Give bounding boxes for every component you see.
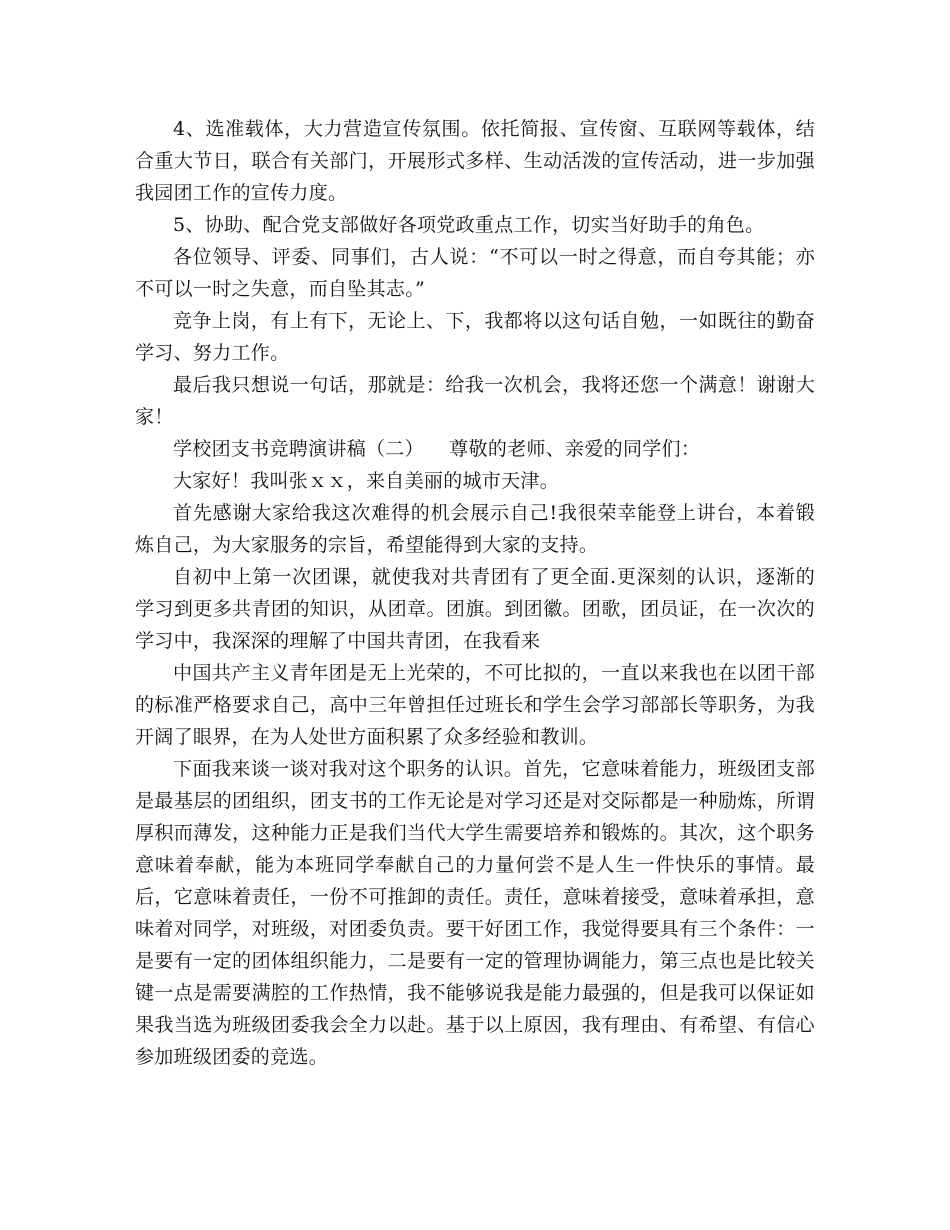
paragraph: 下面我来谈一谈对我对这个职务的认识。首先，它意味着能力，班级团支部是最基层的团组织，团支书的工作无论是对学习还是对交际都是一种励炼，所谓厚积而薄发，这种能力正是我们当代大学生需要培养和锻炼的。其次，这个职务意味着奉献，能为本班同学奉献自己的力量何尝不是人生一件快乐的事情。最后，它意味着责任，一份不可推卸的责任。责任，意味着接受，意味着承担，意味着对同学，对班级，对团委负责。要干好团工作，我觉得要具有三个条件：一是要有一定的团体组织能力，二是要有一定的管理协调能力，第三点也是比较关键一点是需要满腔的工作热情，我不能够说我是能力最强的，但是我可以保证如果我当选为班级团委我会全力以赴。基于以上原因，我有理由、有希望、有信心参加班级团委的竞选。 xyxy=(135,758,815,1068)
section-heading: 学校团支书竞聘演讲稿（二） 尊敬的老师、亲爱的同学们： xyxy=(173,438,701,460)
paragraph: 各位领导、评委、同事们，古人说：“不可以一时之得意，而自夸其能；亦不可以一时之失意，而自坠其志。” xyxy=(135,246,815,300)
paragraph: 首先感谢大家给我这次难得的机会展示自己!我很荣幸能登上讲台，本着锻炼自己，为大家服务的宗旨，希望能得到大家的支持。 xyxy=(135,502,815,556)
paragraph: 竞争上岗，有上有下，无论上、下，我都将以这句话自勉，一如既往的勤奋学习、努力工作。 xyxy=(135,310,815,364)
paragraph: 大家好！我叫张ｘｘ，来自美丽的城市天津。 xyxy=(173,470,560,492)
paragraph: 4、选准载体，大力营造宣传氛围。依托简报、宣传窗、互联网等载体，结合重大节日，联合有关部门，开展形式多样、生动活泼的宣传活动，进一步加强我园团工作的宣传力度。 xyxy=(135,118,815,204)
paragraph: 中国共产主义青年团是无上光荣的，不可比拟的，一直以来我也在以团干部的标准严格要求自己，高中三年曾担任过班长和学生会学习部部长等职务，为我开阔了眼界，在为人处世方面积累了众多经验和教训。 xyxy=(135,662,815,748)
paragraph: 最后我只想说一句话，那就是：给我一次机会，我将还您一个满意！谢谢大家！ xyxy=(135,374,815,428)
paragraph: 5、协助、配合党支部做好各项党政重点工作，切实当好助手的角色。 xyxy=(173,214,765,236)
paragraph: 自初中上第一次团课，就使我对共青团有了更全面.更深刻的认识，逐渐的学习到更多共青团的知识，从团章。团旗。到团徽。团歌，团员证，在一次次的学习中，我深深的理解了中国共青团，在我看来 xyxy=(135,566,815,652)
